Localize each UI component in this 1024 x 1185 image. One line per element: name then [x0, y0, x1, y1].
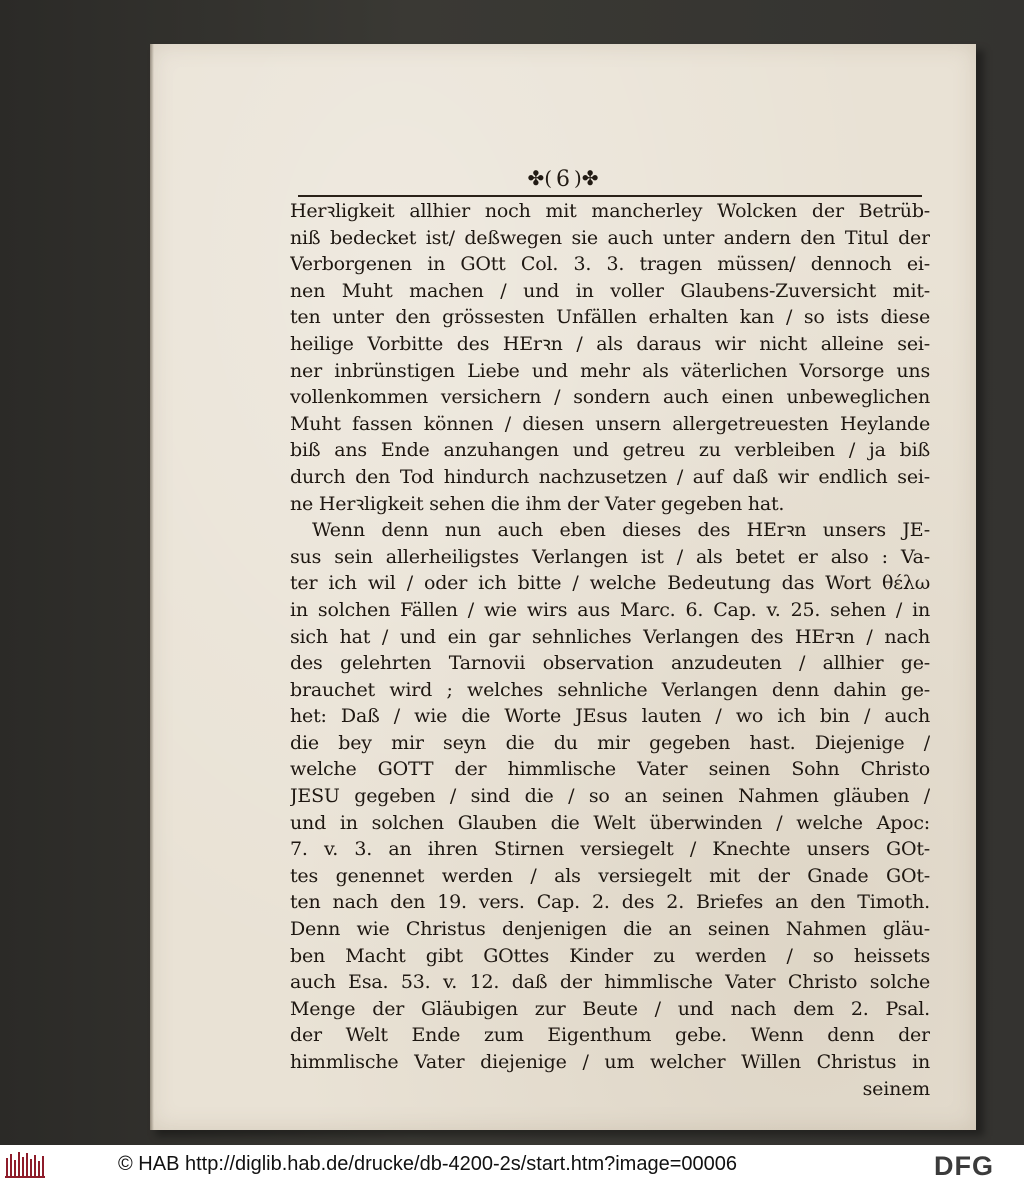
scanned-page: [150, 44, 976, 1130]
text-line: Wenn denn nun auch eben dieses des HErꝛn unsers JE-: [312, 519, 930, 542]
text-line: ner inbrünstigen Liebe und mehr als väterlichen Vorsorge uns: [290, 359, 930, 382]
copyright-text: © HAB http://diglib.hab.de/drucke/db-4200-2s/start.htm?image=00006: [118, 1153, 737, 1175]
text-line: der Welt Ende zum Eigenthum gebe. Wenn denn der: [290, 1024, 930, 1047]
header-ornament-left: ✤(: [527, 166, 552, 190]
text-line: Muht fassen können / diesen unsern allergetreuesten Heylande: [290, 412, 930, 435]
hab-logo-icon: [5, 1150, 47, 1180]
text-line: sus sein allerheiligstes Verlangen ist / als betet er also : Va-: [290, 545, 930, 568]
page-number: 6: [556, 167, 570, 192]
catchword: seinem: [862, 1077, 930, 1100]
text-line: vollenkommen versichern / sondern auch einen unbeweglichen: [290, 386, 930, 409]
text-line: welche GOTT der himmlische Vater seinen Sohn Christo: [290, 758, 930, 781]
text-line: ter ich wil / oder ich bitte / welche Bedeutung das Wort θέλω: [290, 572, 930, 595]
text-line: durch den Tod hindurch nachzusetzen / auf daß wir endlich sei-: [290, 465, 930, 488]
text-line: ne Herꝛligkeit sehen die ihm der Vater gegeben hat.: [290, 492, 785, 515]
text-line: und in solchen Glauben die Welt überwinden / welche Apoc:: [290, 811, 930, 834]
text-line: Verborgenen in GOtt Col. 3. 3. tragen müssen/ dennoch ei-: [290, 253, 930, 276]
text-line: niß bedecket ist/ deßwegen sie auch unter andern den Titul der: [290, 226, 930, 249]
text-line: heilige Vorbitte des HErꝛn / als daraus wir nicht alleine sei-: [290, 332, 930, 355]
dfg-logo: DFG: [934, 1151, 994, 1181]
text-line: auch Esa. 53. v. 12. daß der himmlische Vater Christo solche: [290, 971, 930, 994]
header-rule: [298, 195, 922, 197]
text-line: Denn wie Christus denjenigen die an seinen Nahmen gläu-: [290, 918, 930, 941]
text-line: brauchet wird ; welches sehnliche Verlangen denn dahin ge-: [290, 678, 930, 701]
text-line: in solchen Fällen / wie wirs aus Marc. 6. Cap. v. 25. sehen / in: [290, 598, 930, 621]
text-line: het: Daß / wie die Worte JEsus lauten / wo ich bin / auch: [290, 705, 930, 728]
text-line: Herꝛligkeit allhier noch mit mancherley Wolcken der Betrüb-: [290, 200, 930, 222]
text-line: tes genennet werden / als versiegelt mit der Gnade GOt-: [290, 864, 930, 887]
header-ornament-right: )✤: [574, 166, 599, 190]
text-line: die bey mir seyn die du mir gegeben hast. Diejenige /: [290, 731, 930, 754]
text-line: ben Macht gibt GOttes Kinder zu werden / so heissets: [290, 944, 930, 967]
text-line: 7. v. 3. an ihren Stirnen versiegelt / Knechte unsers GOt-: [290, 838, 930, 861]
text-line: sich hat / und ein gar sehnliches Verlangen des HErꝛn / nach: [290, 625, 930, 648]
page-edge: [150, 44, 154, 1130]
text-line: nen Muht machen / und in voller Glaubens-Zuversicht mit-: [290, 279, 930, 302]
text-line: himmlische Vater diejenige / um welcher Willen Christus in: [290, 1051, 930, 1073]
page-header: [150, 166, 976, 192]
text-line: Menge der Gläubigen zur Beute / und nach dem 2. Psal.: [290, 997, 930, 1020]
text-line: JESU gegeben / sind die / so an seinen Nahmen gläuben /: [290, 785, 930, 808]
text-line: biß ans Ende anzuhangen und getreu zu verbleiben / ja biß: [290, 439, 930, 462]
text-line: ten nach den 19. vers. Cap. 2. des 2. Briefes an den Timoth.: [290, 891, 930, 914]
text-line: des gelehrten Tarnovii observation anzudeuten / allhier ge-: [290, 652, 930, 675]
body-text: [290, 198, 930, 1102]
text-line: ten unter den grössesten Unfällen erhalten kan / so ists diese: [290, 306, 930, 329]
